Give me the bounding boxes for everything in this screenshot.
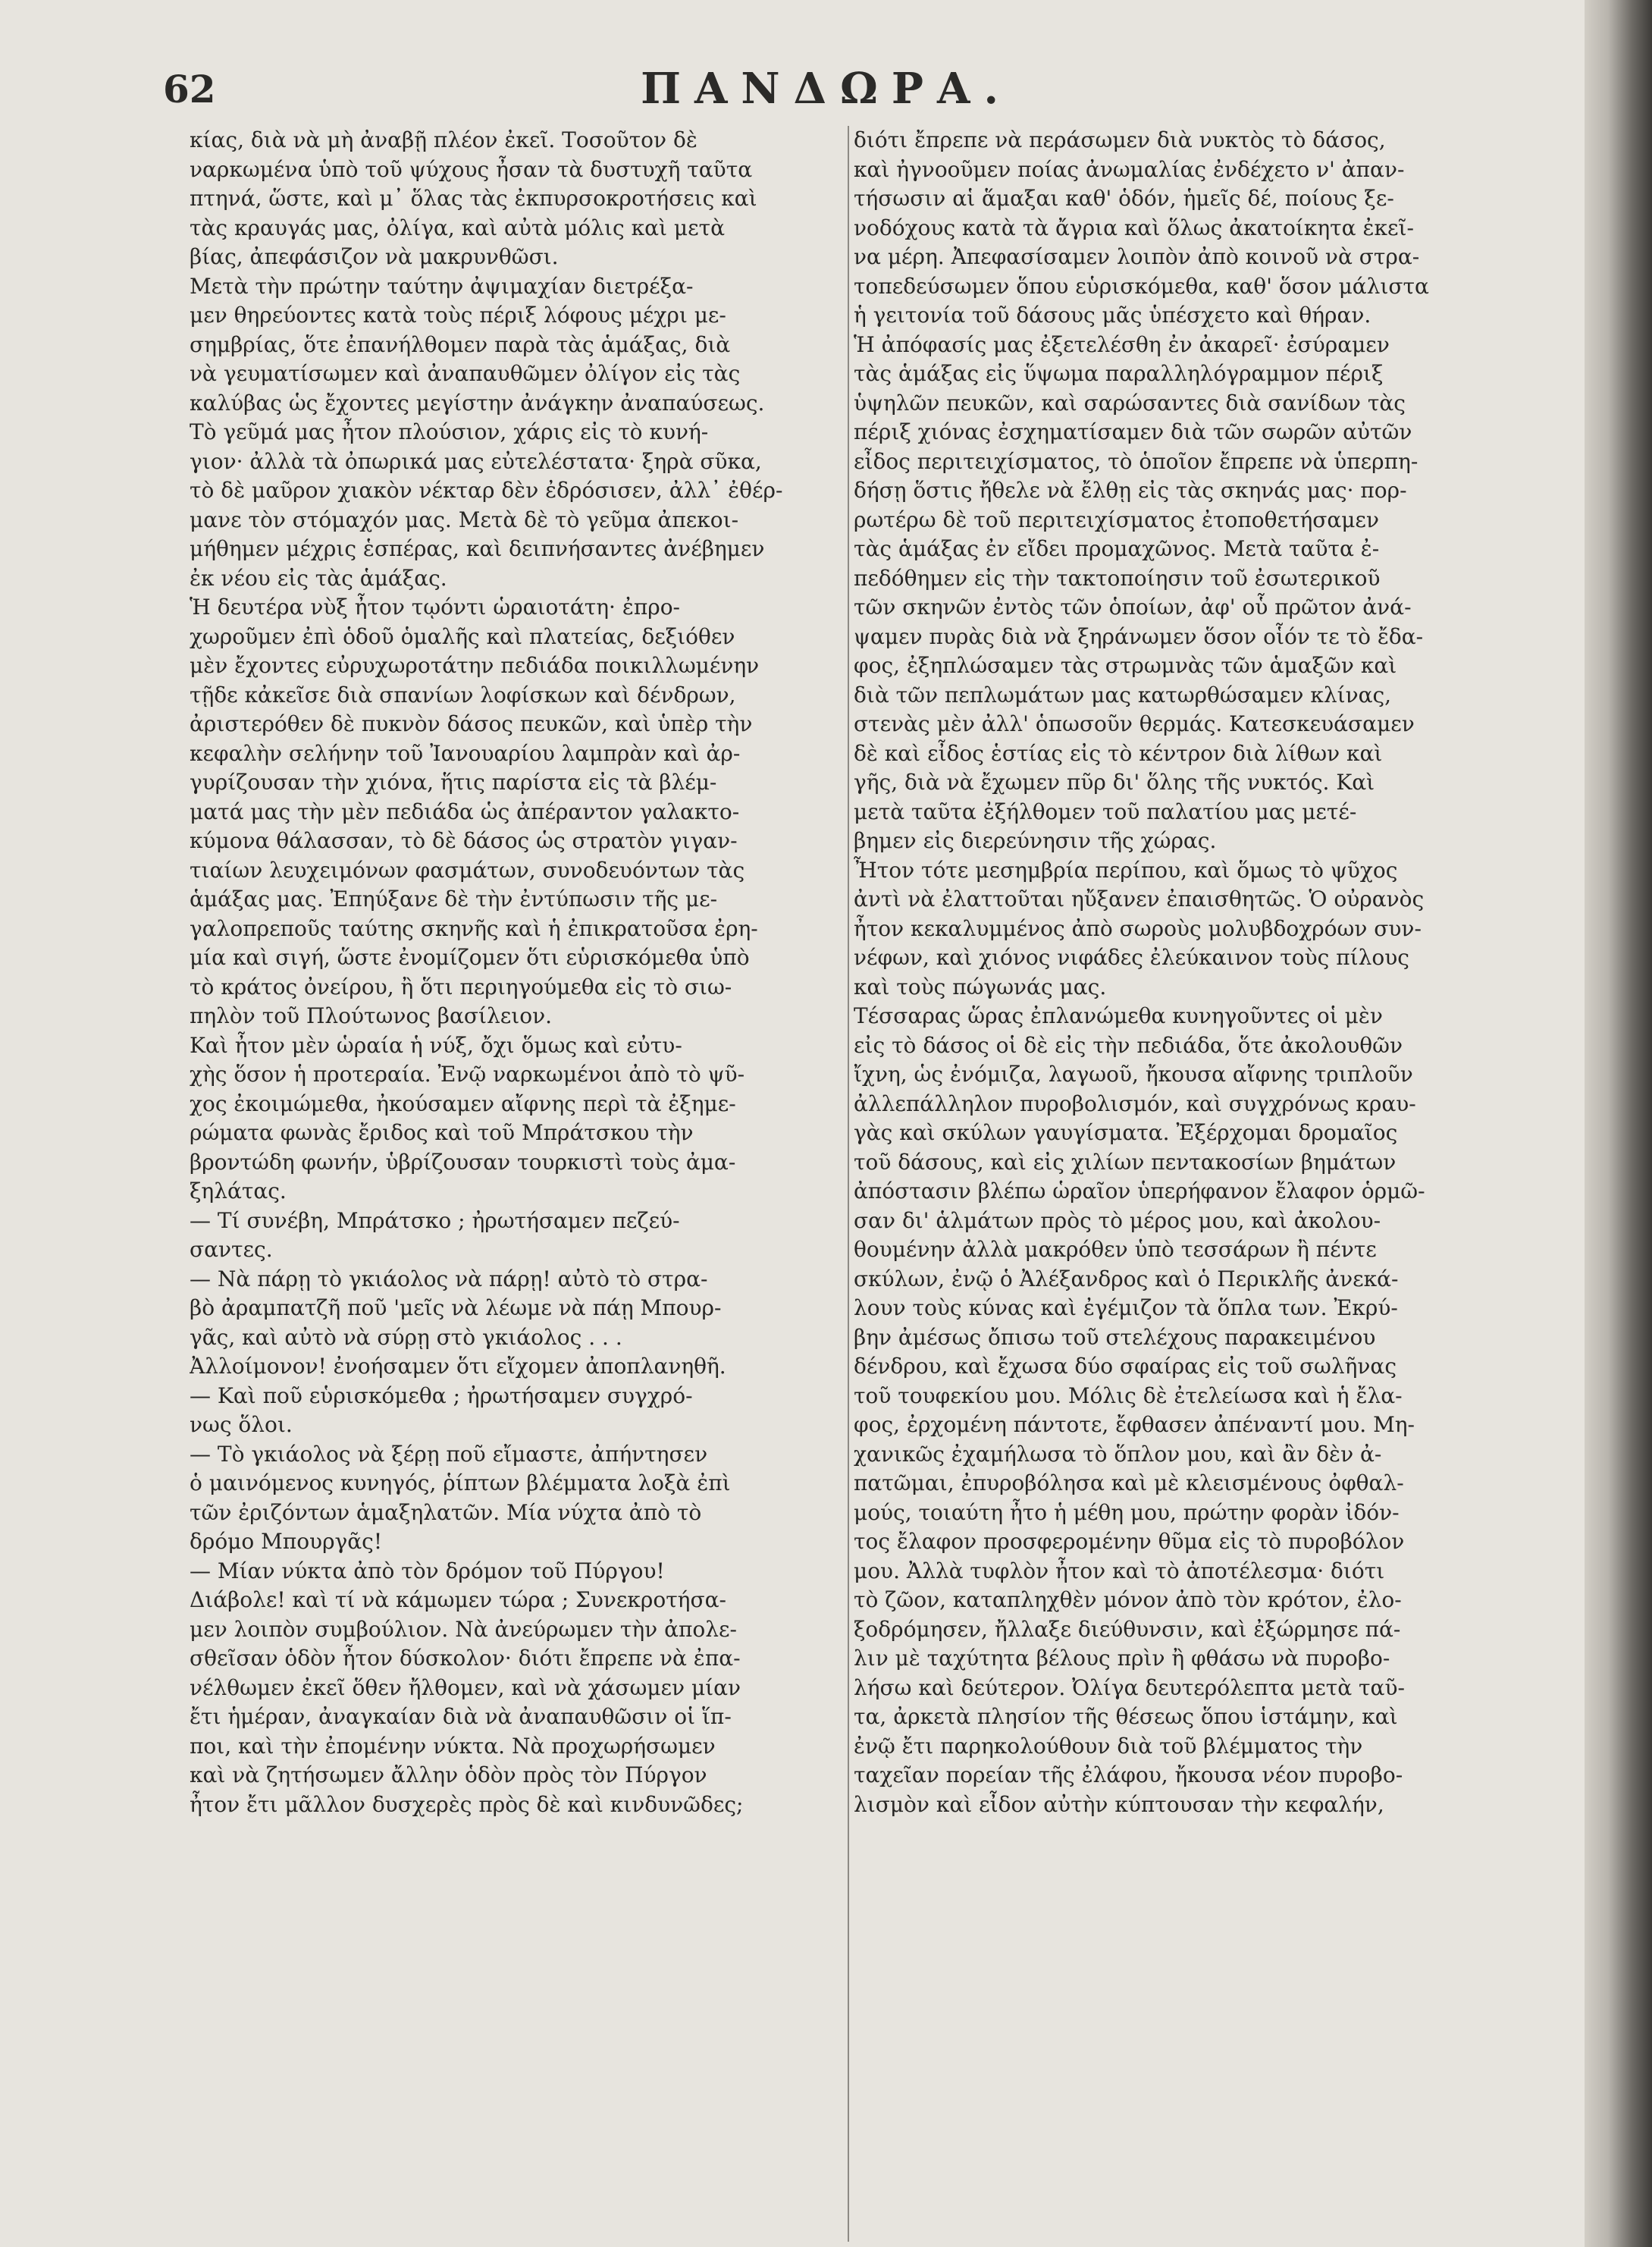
- text-line: — Τί συνέβη, Μπράτσκο ; ἠρωτήσαμεν πεζεύ-: [190, 1207, 680, 1233]
- text-line: ἔτι ἡμέραν, ἀναγκαίαν διὰ νὰ ἀναπαυθῶσιν οἱ ἵπ-: [190, 1704, 732, 1729]
- text-line: Καὶ ἦτον μὲν ὡραία ἡ νύξ, ὄχι ὅμως καὶ εὐτυ-: [190, 1032, 682, 1058]
- text-line: σαντες.: [190, 1237, 273, 1262]
- text-line: κύμονα θάλασσαν, τὸ δὲ δάσος ὡς στρατὸν γιγαν-: [190, 828, 738, 853]
- text-line: ἐκ νέου εἰς τὰς ἁμάξας.: [190, 565, 447, 591]
- text-line: τιαίων λευχειμόνων φασμάτων, συνοδευόντων τὰς: [190, 857, 745, 883]
- text-line: μετὰ ταῦτα ἐξήλθομεν τοῦ παλατίου μας μετέ-: [854, 799, 1357, 824]
- text-line: τήσωσιν αἱ ἅμαξαι καθ' ὁδόν, ἡμεῖς δέ, ποίους ξε-: [854, 186, 1394, 211]
- text-line: κεφαλὴν σελήνην τοῦ Ἰανουαρίου λαμπρὰν καὶ ἀρ-: [190, 740, 741, 766]
- text-line: Μετὰ τὴν πρώτην ταύτην ἀψιμαχίαν διετρέξα-: [190, 273, 694, 299]
- text-line: ἴχνη, ὡς ἐνόμιζα, λαγωοῦ, ἤκουσα αἴφνης τριπλοῦν: [854, 1062, 1413, 1087]
- text-line: τὰς κραυγάς μας, ὀλίγα, καὶ αὐτὰ μόλις καὶ μετὰ: [190, 215, 725, 240]
- text-line: γῆς, διὰ νὰ ἔχωμεν πῦρ δι' ὅλης τῆς νυκτός. Καὶ: [854, 770, 1375, 795]
- text-line: τὸ ζῶον, καταπληχθὲν μόνον ἀπὸ τὸν κρότον, ἐλο-: [854, 1587, 1402, 1612]
- text-line: νὰ γευματίσωμεν καὶ ἀναπαυθῶμεν ὀλίγον εἰς τὰς: [190, 361, 741, 386]
- text-line: τα, ἀρκετὰ πλησίον τῆς θέσεως ὅπου ἱστάμην, καὶ: [854, 1704, 1398, 1729]
- text-line: ξηλάτας.: [190, 1178, 287, 1204]
- text-line: ποι, καὶ τὴν ἐπομένην νύκτα. Νὰ προχωρήσωμεν: [190, 1733, 716, 1759]
- text-line: μὲν ἔχοντες εὐρυχωροτάτην πεδιάδα ποικιλλωμένην: [190, 653, 760, 678]
- text-line: δήσῃ ὅστις ἤθελε νὰ ἔλθῃ εἰς τὰς σκηνάς μας· πορ-: [854, 478, 1407, 503]
- text-line: τῶν σκηνῶν ἐντὸς τῶν ὁποίων, ἀφ' οὗ πρῶτον ἀνά-: [854, 595, 1412, 620]
- page-number: 62: [163, 67, 216, 111]
- text-line: βὸ ἀραμπατζῆ ποῦ 'μεῖς νὰ λέωμε νὰ πάῃ Μπουρ-: [190, 1295, 722, 1320]
- text-line: σημβρίας, ὅτε ἐπανήλθομεν παρὰ τὰς ἁμάξας, διὰ: [190, 331, 731, 357]
- text-line: γᾶς, καὶ αὐτὸ νὰ σύρῃ στὸ γκιάολος . . .: [190, 1324, 622, 1350]
- text-line: τῇδε κἀκεῖσε διὰ σπανίων λοφίσκων καὶ δένδρων,: [190, 682, 736, 708]
- text-line: κίας, διὰ νὰ μὴ ἀναβῇ πλέον ἐκεῖ. Τοσοῦτον δὲ: [190, 127, 697, 152]
- text-line: ἦτον ἔτι μᾶλλον δυσχερὲς πρὸς δὲ καὶ κινδυνῶδες;: [190, 1791, 744, 1817]
- text-line: ναρκωμένα ὑπὸ τοῦ ψύχους ἦσαν τὰ δυστυχῆ ταῦτα: [190, 156, 753, 182]
- text-line: χὴς ὅσον ἡ προτεραία. Ἐνῷ ναρκωμένοι ἀπὸ τὸ ψῦ-: [190, 1062, 745, 1087]
- text-line: — Νὰ πάρῃ τὸ γκιάολος νὰ πάρῃ! αὐτὸ τὸ στρα-: [190, 1266, 708, 1291]
- text-line: ἀριστερόθεν δὲ πυκνὸν δάσος πευκῶν, καὶ ὑπὲρ τὴν: [190, 711, 753, 736]
- text-line: εἶδος περιτειχίσματος, τὸ ὁποῖον ἔπρεπε νὰ ὑπερπη-: [854, 448, 1418, 474]
- text-line: νοδόχους κατὰ τὰ ἄγρια καὶ ὅλως ἀκατοίκητα ἐκεῖ-: [854, 215, 1414, 240]
- text-line: πατῶμαι, ἐπυροβόλησα καὶ μὲ κλεισμένους ὀφθαλ-: [854, 1470, 1404, 1495]
- text-line: Ἦτον τότε μεσημβρία περίπου, καὶ ὅμως τὸ ψῦχος: [854, 857, 1398, 883]
- text-line: τοῦ τουφεκίου μου. Μόλις δὲ ἐτελείωσα καὶ ἡ ἔλα-: [854, 1382, 1403, 1408]
- text-line: βην ἀμέσως ὄπισω τοῦ στελέχους παρακειμένου: [854, 1324, 1376, 1350]
- text-line: λουν τοὺς κύνας καὶ ἐγέμιζον τὰ ὅπλα των. Ἐκρύ-: [854, 1295, 1398, 1320]
- left-text-column: [190, 126, 846, 1819]
- text-line: — Τὸ γκιάολος νὰ ξέρῃ ποῦ εἴμαστε, ἀπήντησεν: [190, 1441, 708, 1467]
- text-line: ρώματα φωνὰς ἔριδος καὶ τοῦ Μπράτσκου τὴν: [190, 1120, 694, 1145]
- text-line: γὰς καὶ σκύλων γαυγίσματα. Ἐξέρχομαι δρομαῖος: [854, 1120, 1398, 1145]
- text-line: Ἡ δευτέρα νὺξ ἦτον τῳόντι ὡραιοτάτη· ἐπρο-: [190, 595, 681, 620]
- text-line: βημεν εἰς διερεύνησιν τῆς χώρας.: [854, 828, 1217, 853]
- text-line: ἦτον κεκαλυμμένος ἀπὸ σωροὺς μολυβδοχρόων συν-: [854, 915, 1422, 941]
- text-line: δένδρου, καὶ ἔχωσα δύο σφαίρας εἰς τοῦ σωλῆνας: [854, 1354, 1397, 1379]
- text-line: ἀπόστασιν βλέπω ὡραῖον ὑπερήφανον ἔλαφον ὁρμῶ-: [854, 1178, 1425, 1204]
- text-line: ἡ γειτονία τοῦ δάσους μᾶς ὑπέσχετο καὶ θήραν.: [854, 303, 1371, 328]
- text-line: μεν λοιπὸν συμβούλιον. Νὰ ἀνεύρωμεν τὴν ἀπολε-: [190, 1616, 737, 1642]
- text-line: μανε τὸν στόμαχόν μας. Μετὰ δὲ τὸ γεῦμα ἀπεκοι-: [190, 507, 739, 532]
- text-line: σαν δι' ἁλμάτων πρὸς τὸ μέρος μου, καὶ ἀκολου-: [854, 1207, 1381, 1233]
- text-line: λισμὸν καὶ εἶδον αὐτὴν κύπτουσαν τὴν κεφαλήν,: [854, 1791, 1384, 1817]
- text-line: ξοδρόμησεν, ἤλλαξε διεύθυνσιν, καὶ ἐξώρμησε πά-: [854, 1616, 1401, 1642]
- text-line: νέλθωμεν ἐκεῖ ὅθεν ἤλθομεν, καὶ νὰ χάσωμεν μίαν: [190, 1674, 741, 1700]
- text-line: — Καὶ ποῦ εὑρισκόμεθα ; ἠρωτήσαμεν συγχρό-: [190, 1382, 693, 1408]
- text-line: τὰς ἁμάξας εἰς ὕψωμα παραλληλόγραμμον πέριξ: [854, 361, 1384, 386]
- text-line: γιον· ἀλλὰ τὰ ὀπωρικά μας εὐτελέστατα· ξηρὰ σῦκα,: [190, 448, 762, 474]
- page-header: [163, 61, 1490, 121]
- text-line: Τὸ γεῦμά μας ἦτον πλούσιον, χάρις εἰς τὸ κυνή-: [190, 419, 709, 444]
- text-line: ἁμάξας μας. Ἐπηύξανε δὲ τὴν ἐντύπωσιν τῆς με-: [190, 887, 718, 912]
- text-line: ταχεῖαν πορείαν τῆς ἐλάφου, ἤκουσα νέον πυροβο-: [854, 1762, 1403, 1787]
- text-line: εἰς τὸ δάσος οἱ δὲ εἰς τὴν πεδιάδα, ὅτε ἀκολουθῶν: [854, 1032, 1403, 1058]
- text-line: μεν θηρεύοντες κατὰ τοὺς πέριξ λόφους μέχρι με-: [190, 303, 726, 328]
- text-line: γυρίζουσαν τὴν χιόνα, ἥτις παρίστα εἰς τὰ βλέμ-: [190, 770, 717, 795]
- text-line: μούς, τοιαύτη ἦτο ἡ μέθη μου, πρώτην φορὰν ἰδόν-: [854, 1499, 1400, 1525]
- text-line: να μέρη. Ἀπεφασίσαμεν λοιπὸν ἀπὸ κοινοῦ νὰ στρα-: [854, 244, 1420, 269]
- text-line: βίας, ἀπεφάσιζον νὰ μακρυνθῶσι.: [190, 244, 559, 269]
- text-line: ματά μας τὴν μὲν πεδιάδα ὡς ἀπέραντον γαλακτο-: [190, 799, 740, 824]
- text-line: ψαμεν πυρὰς διὰ νὰ ξηράνωμεν ὅσον οἷόν τε τὸ ἔδα-: [854, 623, 1424, 649]
- text-line: τοῦ δάσους, καὶ εἰς χιλίων πεντακοσίων βημάτων: [854, 1149, 1397, 1175]
- text-line: πεδόθημεν εἰς τὴν τακτοποίησιν τοῦ ἐσωτερικοῦ: [854, 565, 1381, 591]
- text-line: Ἡ ἀπόφασίς μας ἐξετελέσθη ἐν ἀκαρεῖ· ἐσύραμεν: [854, 331, 1390, 357]
- text-line: τοπεδεύσωμεν ὅπου εὑρισκόμεθα, καθ' ὅσον μάλιστα: [854, 273, 1429, 299]
- text-line: μία καὶ σιγή, ὥστε ἐνομίζομεν ὅτι εὑρισκόμεθα ὑπὸ: [190, 945, 750, 970]
- text-line: διότι ἔπρεπε νὰ περάσωμεν διὰ νυκτὸς τὸ δάσος,: [854, 127, 1386, 152]
- text-line: τος ἔλαφον προσφερομένην θῦμα εἰς τὸ πυροβόλον: [854, 1529, 1405, 1554]
- text-line: νέφων, καὶ χιόνος νιφάδες ἐλεύκαινον τοὺς πίλους: [854, 945, 1409, 970]
- text-line: καὶ τοὺς πώγωνάς μας.: [854, 974, 1107, 1000]
- text-line: διὰ τῶν πεπλωμάτων μας κατωρθώσαμεν κλίνας,: [854, 682, 1392, 708]
- text-line: σθεῖσαν ὁδὸν ἦτον δύσκολον· διότι ἔπρεπε νὰ ἐπα-: [190, 1646, 741, 1671]
- text-line: λιν μὲ ταχύτητα βέλους πρὶν ἢ φθάσω νὰ πυροβο-: [854, 1646, 1390, 1671]
- text-line: Ἀλλοίμονον! ἐνοήσαμεν ὅτι εἴχομεν ἀποπλανηθῆ.: [190, 1354, 726, 1379]
- text-line: ἀντὶ νὰ ἐλαττοῦται ηὔξανεν ἐπαισθητῶς. Ὁ οὐρανὸς: [854, 887, 1425, 912]
- text-line: χανικῶς ἐχαμήλωσα τὸ ὅπλον μου, καὶ ἂν δὲν ἀ-: [854, 1441, 1382, 1467]
- text-line: τὸ δὲ μαῦρον χιακὸν νέκταρ δὲν ἐδρόσισεν, ἀλλ᾽ ἐθέρ-: [190, 478, 783, 503]
- text-line: καὶ ἠγνοοῦμεν ποίας ἀνωμαλίας ἐνδέχετο ν' ἀπαν-: [854, 156, 1405, 182]
- text-line: δὲ καὶ εἶδος ἑστίας εἰς τὸ κέντρον διὰ λίθων καὶ: [854, 740, 1383, 766]
- right-text-column: [854, 126, 1512, 1819]
- text-line: φος, ἐξηπλώσαμεν τὰς στρωμνὰς τῶν ἁμαξῶν καὶ: [854, 653, 1397, 678]
- text-line: γαλοπρεποῦς ταύτης σκηνῆς καὶ ἡ ἐπικρατοῦσα ἐρη-: [190, 915, 758, 941]
- column-divider: [848, 126, 849, 2242]
- text-line: ὁ μαινόμενος κυνηγός, ῥίπτων βλέμματα λοξὰ ἐπὶ: [190, 1470, 731, 1495]
- text-line: ρωτέρω δὲ τοῦ περιτειχίσματος ἐτοποθετήσαμεν: [854, 507, 1379, 532]
- text-line: — Μίαν νύκτα ἀπὸ τὸν δρόμον τοῦ Πύργου!: [190, 1558, 665, 1583]
- text-line: πέριξ χιόνας ἐσχηματίσαμεν διὰ τῶν σωρῶν αὐτῶν: [854, 419, 1412, 444]
- running-title: ΠΑΝΔΩΡΑ.: [641, 64, 1012, 114]
- text-line: Διάβολε! καὶ τί νὰ κάμωμεν τώρα ; Συνεκροτήσα-: [190, 1587, 726, 1612]
- text-line: τὰς ἁμάξας ἐν εἴδει προμαχῶνος. Μετὰ ταῦτα ἐ-: [854, 536, 1380, 561]
- text-line: ἀλλεπάλληλον πυροβολισμόν, καὶ συγχρόνως κραυ-: [854, 1091, 1416, 1116]
- text-line: φος, ἐρχομένη πάντοτε, ἔφθασεν ἀπέναντί μου. Μη-: [854, 1412, 1415, 1437]
- text-line: σκύλων, ἐνῷ ὁ Ἀλέξανδρος καὶ ὁ Περικλῆς ἀνεκά-: [854, 1266, 1399, 1291]
- text-line: χωροῦμεν ἐπὶ ὁδοῦ ὁμαλῆς καὶ πλατείας, δεξιόθεν: [190, 623, 735, 649]
- text-line: στενὰς μὲν ἀλλ' ὁπωσοῦν θερμάς. Κατεσκευάσαμεν: [854, 711, 1415, 736]
- text-line: ἐνῷ ἔτι παρηκολούθουν διὰ τοῦ βλέμματος τὴν: [854, 1733, 1363, 1759]
- text-line: θουμένην ἀλλὰ μακρόθεν ὑπὸ τεσσάρων ἢ πέντε: [854, 1237, 1377, 1262]
- text-line: πτηνά, ὥστε, καὶ μ᾽ ὅλας τὰς ἐκπυρσοκροτήσεις καὶ: [190, 186, 757, 211]
- text-line: τὸ κράτος ὀνείρου, ἢ ὅτι περιηγούμεθα εἰς τὸ σιω-: [190, 974, 732, 1000]
- text-line: χος ἐκοιμώμεθα, ἠκούσαμεν αἴφνης περὶ τὰ ἐξημε-: [190, 1091, 736, 1116]
- text-line: καὶ νὰ ζητήσωμεν ἄλλην ὁδὸν πρὸς τὸν Πύργον: [190, 1762, 707, 1787]
- text-line: μήθημεν μέχρις ἑσπέρας, καὶ δειπνήσαντες ἀνέβημεν: [190, 536, 765, 561]
- text-line: νως ὅλοι.: [190, 1412, 293, 1437]
- text-line: βροντώδη φωνήν, ὑβρίζουσαν τουρκιστὶ τοὺς ἀμα-: [190, 1149, 736, 1175]
- text-line: δρόμο Μπουργᾶς!: [190, 1529, 383, 1554]
- text-line: ὑψηλῶν πευκῶν, καὶ σαρώσαντες διὰ σανίδων τὰς: [854, 390, 1406, 416]
- text-line: πηλὸν τοῦ Πλούτωνος βασίλειον.: [190, 1003, 552, 1028]
- text-line: Τέσσαρας ὥρας ἐπλανώμεθα κυνηγοῦντες οἱ μὲν: [854, 1003, 1383, 1028]
- book-spine-shadow: [1585, 0, 1652, 2247]
- text-line: τῶν ἐριζόντων ἁμαξηλατῶν. Μία νύχτα ἀπὸ τὸ: [190, 1499, 702, 1525]
- text-line: λήσω καὶ δεύτερον. Ὀλίγα δευτερόλεπτα μετὰ ταῦ-: [854, 1674, 1405, 1700]
- text-line: καλύβας ὡς ἔχοντες μεγίστην ἀνάγκην ἀναπαύσεως.: [190, 390, 765, 416]
- text-line: μου. Ἀλλὰ τυφλὸν ἦτον καὶ τὸ ἀποτέλεσμα· διότι: [854, 1558, 1385, 1583]
